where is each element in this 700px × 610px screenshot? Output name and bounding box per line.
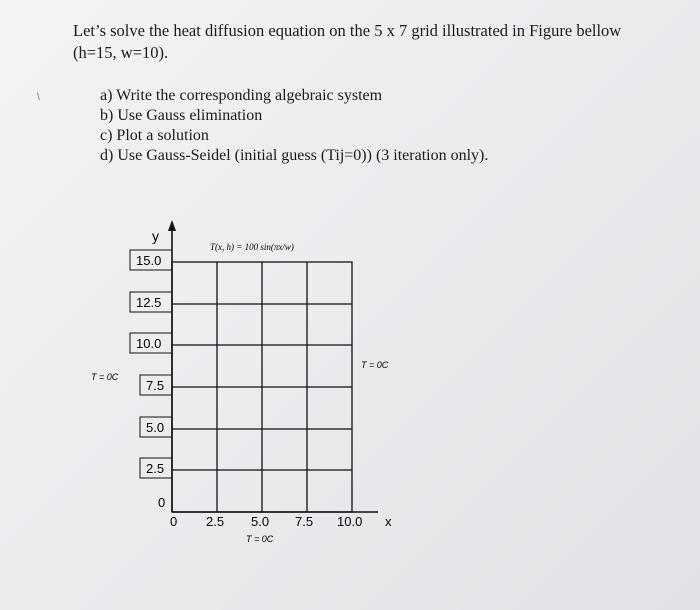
x-tick-label: 7.5 xyxy=(295,514,314,529)
x-tick-label: 10.0 xyxy=(337,514,363,529)
intro-line-2: (h=15, w=10). xyxy=(73,43,169,62)
y-tick-label: 12.5 xyxy=(136,295,162,310)
y-tick-label: 0 xyxy=(158,495,166,510)
intro-line-1: Let’s solve the heat diffusion equation on the 5 x 7 grid illustrated in Figure bellow xyxy=(73,21,622,40)
margin-mark: \ xyxy=(37,92,40,103)
y-tick-label: 15.0 xyxy=(136,253,162,268)
y-tick-label: 10.0 xyxy=(136,336,162,351)
task-b: b) Use Gauss elimination xyxy=(100,107,263,124)
task-d: d) Use Gauss-Seidel (initial guess (Tij=0)) (3 iteration only). xyxy=(100,147,489,164)
task-c: c) Plot a solution xyxy=(100,127,209,144)
x-tick-label: 2.5 xyxy=(206,514,225,529)
y-tick-label: 7.5 xyxy=(146,378,165,393)
x-tick-label: 0 xyxy=(170,514,178,529)
y-axis-label: y xyxy=(152,228,159,244)
x-tick-label: 5.0 xyxy=(251,514,270,529)
left-boundary-condition: T = 0C xyxy=(91,372,119,382)
right-boundary-condition: T = 0C xyxy=(361,360,389,370)
bottom-boundary-condition: T = 0C xyxy=(246,534,274,544)
top-boundary-condition: T(x, h) = 100 sin(πx/w) xyxy=(210,242,294,252)
x-axis-label: x xyxy=(385,514,392,529)
y-axis-arrow xyxy=(168,220,176,231)
y-tick-label: 5.0 xyxy=(146,420,165,435)
y-tick-label: 2.5 xyxy=(146,461,165,476)
task-a: a) Write the corresponding algebraic system xyxy=(100,87,383,104)
grid xyxy=(172,262,352,512)
